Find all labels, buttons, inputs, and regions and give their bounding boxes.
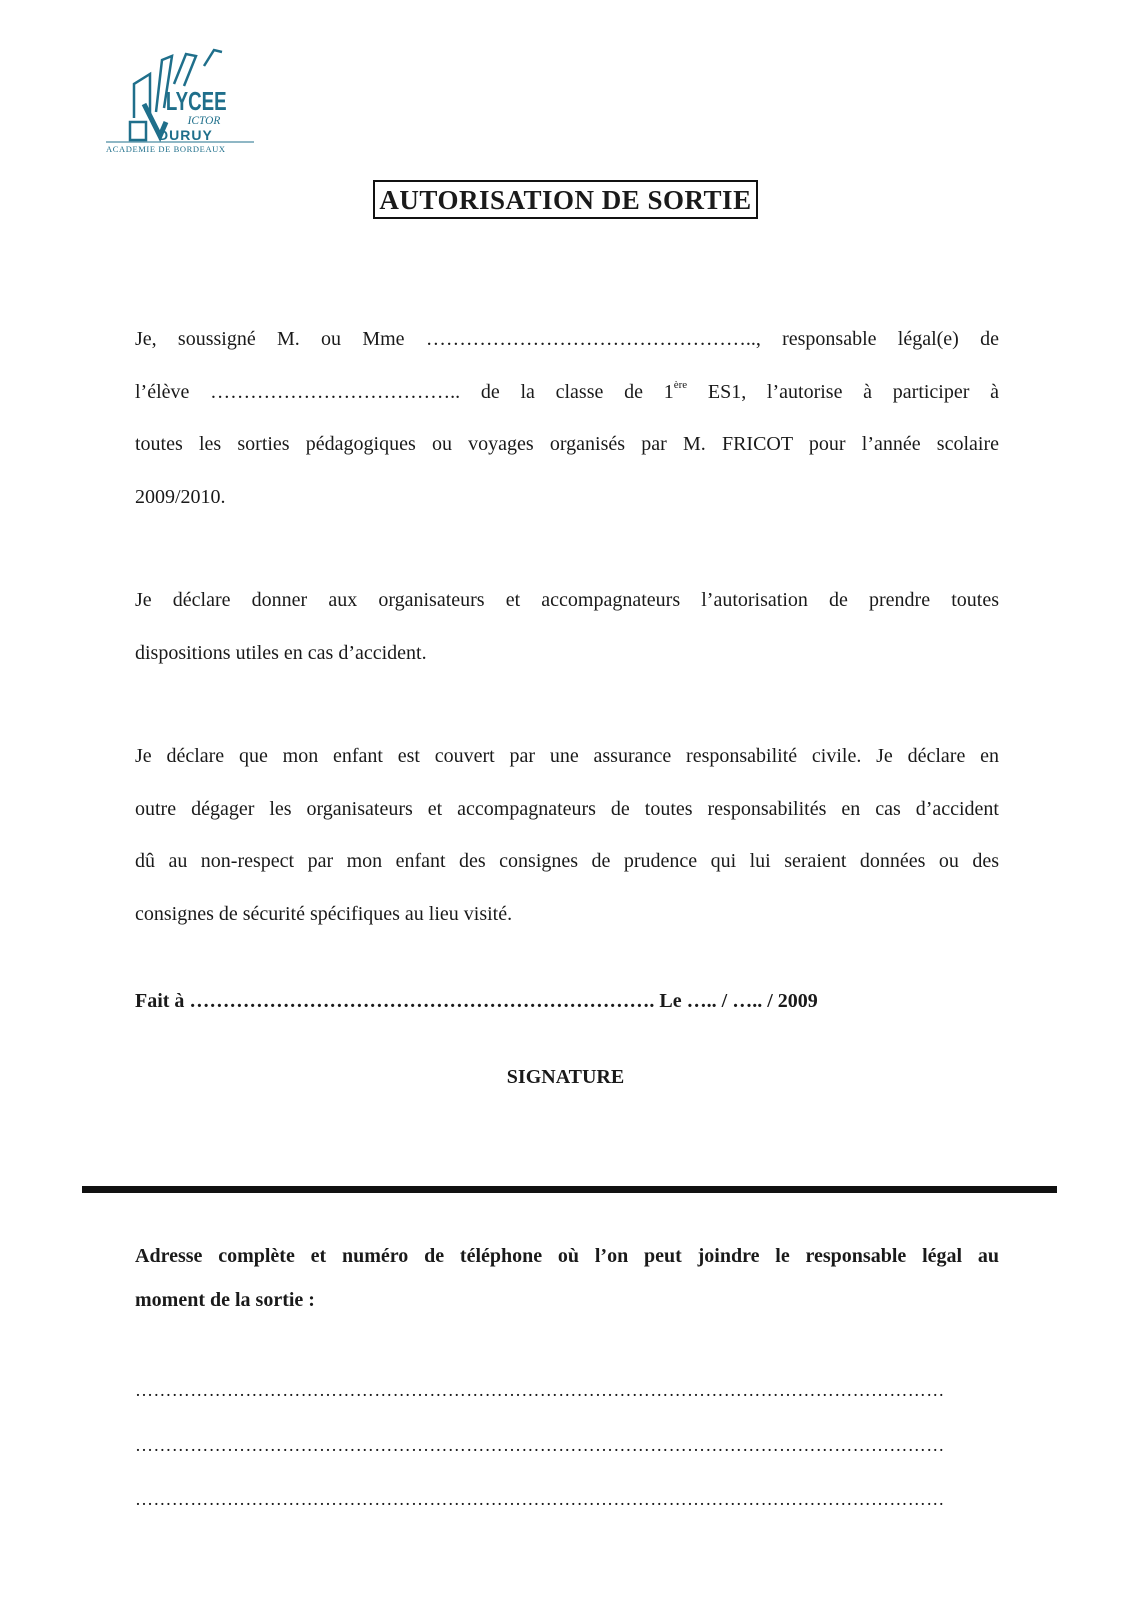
- p1-line-1: [135, 313, 999, 366]
- p3-line-4: consignes de sécurité spécifiques au lieu visité.: [135, 902, 513, 925]
- paragraph-insurance: [135, 730, 999, 940]
- school-logo: [104, 44, 258, 160]
- p1-line1-a: Je, soussigné M. ou Mme: [135, 328, 426, 350]
- parent-name-field: …………………………………………..: [425, 328, 756, 350]
- p3-line-2: outre dégager les organisateurs et accompagnateurs de toutes responsabilités en cas d’accident: [135, 797, 999, 820]
- page-title: AUTORISATION DE SORTIE: [373, 180, 757, 219]
- place-date-field: Fait à ……………………………………………………………. Le ….. / ….. / 2009: [135, 990, 818, 1012]
- p1-line2-a: l’élève: [135, 380, 211, 403]
- address-dotted-line-1: ……………………………………………………………………………………………………………………: [135, 1380, 945, 1400]
- logo-line3: DURUY: [158, 127, 213, 143]
- paragraph-authorization: [135, 313, 999, 523]
- p2-line-2: dispositions utiles en cas d’accident.: [135, 641, 427, 664]
- p1-line2-c: ES1, l’autorise à participer à: [687, 380, 999, 403]
- p3-line-1: Je déclare que mon enfant est couvert par une assurance responsabilité civile. Je déclare en: [135, 745, 999, 767]
- p1-line-3: toutes les sorties pédagogiques ou voyages organisés par M. FRICOT pour l’année scolaire: [135, 433, 999, 455]
- p1-line2-sup: ère: [673, 378, 688, 391]
- address-dotted-line-3: ……………………………………………………………………………………………………………………: [135, 1489, 945, 1509]
- logo-line2: ICTOR: [187, 113, 221, 128]
- address-label: [135, 1234, 999, 1322]
- p1-line-2: [135, 366, 999, 419]
- p1-line2-b: de la classe de 1: [460, 380, 674, 403]
- logo-word: LYCEE: [165, 85, 227, 116]
- signature-label: SIGNATURE: [506, 1066, 625, 1088]
- separator-rule: [82, 1186, 1057, 1193]
- student-name-field: ………………………………..: [210, 380, 461, 403]
- address-label-line-1: Adresse complète et numéro de téléphone où l’on peut joindre le responsable légal au: [135, 1245, 999, 1267]
- paragraph-accident: [135, 574, 999, 679]
- address-dotted-line-2: ……………………………………………………………………………………………………………………: [135, 1435, 945, 1455]
- p3-line-3: dû au non-respect par mon enfant des consignes de prudence qui lui seraient données ou des: [135, 850, 999, 872]
- p2-line-1: Je déclare donner aux organisateurs et accompagnateurs l’autorisation de prendre toutes: [135, 589, 999, 611]
- p1-line-4: 2009/2010.: [135, 485, 226, 508]
- p1-line1-b: , responsable légal(e) de: [755, 328, 999, 350]
- address-label-line-2: moment de la sortie :: [135, 1289, 315, 1311]
- logo-line4: ACADEMIE DE BORDEAUX: [106, 144, 226, 154]
